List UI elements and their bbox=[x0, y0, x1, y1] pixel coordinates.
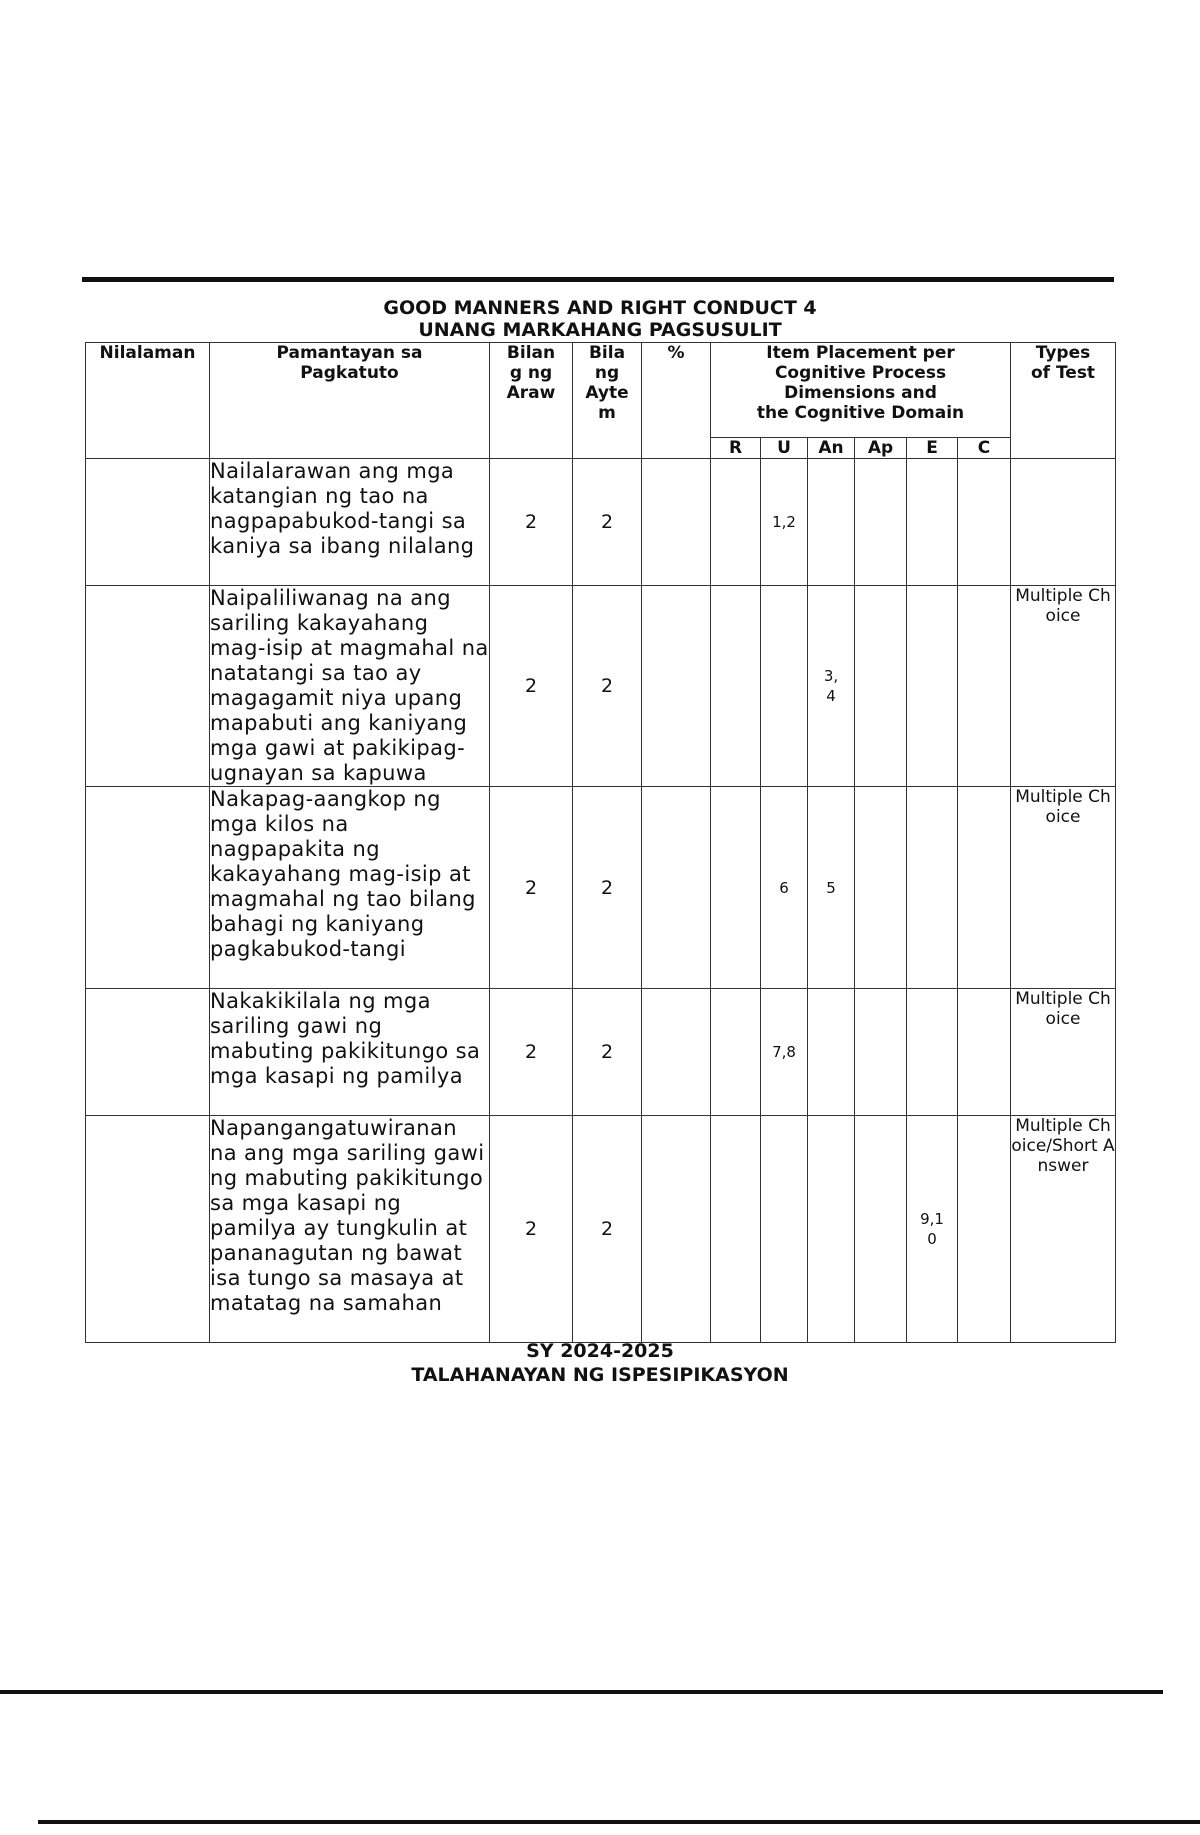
cog-e-cell bbox=[907, 787, 958, 989]
cog-ap-cell bbox=[855, 787, 907, 989]
test-type-cell: Multiple Choice/Short Answer bbox=[1011, 1116, 1116, 1343]
cog-c-cell bbox=[958, 1116, 1011, 1343]
table-row bbox=[86, 459, 1116, 586]
cog-e-cell bbox=[907, 459, 958, 586]
cog-r-cell bbox=[711, 586, 761, 787]
nilalaman-cell bbox=[86, 586, 210, 787]
top-divider-line bbox=[82, 277, 1114, 282]
cog-u-cell bbox=[761, 1116, 808, 1343]
cog-ap-cell bbox=[855, 459, 907, 586]
competency-cell: Naipaliliwanag na ang sariling kakayahang mag-isip at magmahal na natatangi sa tao ay magagamit niya upang mapabuti ang kaniyang mga gawi at pakikipag-ugnayan sa kapuwa bbox=[210, 586, 489, 785]
document-subtitle: UNANG MARKAHANG PAGSUSULIT bbox=[418, 319, 782, 341]
document-title: GOOD MANNERS AND RIGHT CONDUCT 4 bbox=[383, 297, 817, 319]
cog-e-cell bbox=[907, 989, 958, 1116]
table-row bbox=[86, 989, 1116, 1116]
header-item-placement: Item Placement per Cognitive Process Dimensions and the Cognitive Domain bbox=[711, 343, 1011, 438]
cog-ap-cell bbox=[855, 1116, 907, 1343]
cog-an-cell bbox=[808, 989, 855, 1116]
cog-an-cell: 3, 4 bbox=[808, 586, 855, 787]
araw-cell: 2 bbox=[490, 787, 573, 989]
percent-cell bbox=[642, 989, 711, 1116]
header-cog-r: R bbox=[711, 438, 761, 459]
nilalaman-cell bbox=[86, 459, 210, 586]
cog-u-cell bbox=[761, 586, 808, 787]
bottom-divider-line bbox=[38, 1820, 1200, 1824]
araw-cell: 2 bbox=[490, 586, 573, 787]
header-row bbox=[86, 343, 1116, 438]
header-cog-e: E bbox=[907, 438, 958, 459]
header-cog-ap: Ap bbox=[855, 438, 907, 459]
aytem-cell: 2 bbox=[573, 989, 642, 1116]
header-bilang-ng-aytem: Bila ng Ayte m bbox=[573, 343, 642, 459]
cog-c-cell bbox=[958, 586, 1011, 787]
cog-e-cell bbox=[907, 586, 958, 787]
cog-an-cell bbox=[808, 459, 855, 586]
test-type-cell: Multiple Choice bbox=[1011, 586, 1116, 787]
cog-u-cell: 6 bbox=[761, 787, 808, 989]
cog-c-cell bbox=[958, 989, 1011, 1116]
araw-cell: 2 bbox=[490, 1116, 573, 1343]
aytem-cell: 2 bbox=[573, 586, 642, 787]
header-cog-u: U bbox=[761, 438, 808, 459]
aytem-cell: 2 bbox=[573, 1116, 642, 1343]
percent-cell bbox=[642, 1116, 711, 1343]
table-caption: TALAHANAYAN NG ISPESIPIKASYON bbox=[411, 1364, 789, 1386]
competency-cell: Nailalarawan ang mga katangian ng tao na nagpapabukod-tangi sa kaniya sa ibang nilalang bbox=[210, 459, 490, 586]
cog-r-cell bbox=[711, 989, 761, 1116]
araw-cell: 2 bbox=[490, 989, 573, 1116]
percent-cell bbox=[642, 459, 711, 586]
header-cog-an: An bbox=[808, 438, 855, 459]
nilalaman-cell bbox=[86, 787, 210, 989]
cog-an-cell bbox=[808, 1116, 855, 1343]
cog-r-cell bbox=[711, 1116, 761, 1343]
competency-cell: Napangangatuwiranan na ang mga sariling gawi ng mabuting pakikitungo sa mga kasapi ng pamilya ay tungkulin at pananagutan ng bawat isa tungo sa masaya at matatag na samahan bbox=[210, 1116, 490, 1343]
header-nilalaman: Nilalaman bbox=[86, 343, 210, 459]
percent-cell bbox=[642, 586, 711, 787]
cog-an-cell: 5 bbox=[808, 787, 855, 989]
header-types-of-test: Types of Test bbox=[1011, 343, 1116, 459]
school-year-label: SY 2024-2025 bbox=[526, 1340, 674, 1362]
cog-u-cell: 7,8 bbox=[761, 989, 808, 1116]
competency-cell: Nakakikilala ng mga sariling gawi ng mabuting pakikitungo sa mga kasapi ng pamilya bbox=[210, 989, 490, 1116]
header-percent: % bbox=[642, 343, 711, 459]
cog-r-cell bbox=[711, 459, 761, 586]
nilalaman-cell bbox=[86, 1116, 210, 1343]
test-type-cell: Multiple Choice bbox=[1011, 989, 1116, 1116]
test-type-cell: Multiple Choice bbox=[1011, 787, 1116, 989]
cog-ap-cell bbox=[855, 989, 907, 1116]
aytem-cell: 2 bbox=[573, 787, 642, 989]
table-of-specifications bbox=[85, 342, 1116, 1343]
table-row bbox=[86, 586, 1116, 787]
nilalaman-cell bbox=[86, 989, 210, 1116]
cog-r-cell bbox=[711, 787, 761, 989]
middle-divider-line bbox=[0, 1690, 1163, 1694]
competency-cell: Nakapag-aangkop ng mga kilos na nagpapakita ng kakayahang mag-isip at magmahal ng tao bilang bahagi ng kaniyang pagkabukod-tangi bbox=[210, 787, 490, 989]
cog-u-cell: 1,2 bbox=[761, 459, 808, 586]
table-row bbox=[86, 787, 1116, 989]
aytem-cell: 2 bbox=[573, 459, 642, 586]
cog-e-cell: 9,1 0 bbox=[907, 1116, 958, 1343]
cog-ap-cell bbox=[855, 586, 907, 787]
header-pamantayan: Pamantayan sa Pagkatuto bbox=[210, 343, 490, 459]
test-type-cell bbox=[1011, 459, 1116, 586]
header-cog-c: C bbox=[958, 438, 1011, 459]
table-row bbox=[86, 1116, 1116, 1343]
header-bilang-ng-araw: Bilan g ng Araw bbox=[490, 343, 573, 459]
cog-c-cell bbox=[958, 459, 1011, 586]
araw-cell: 2 bbox=[490, 459, 573, 586]
cog-c-cell bbox=[958, 787, 1011, 989]
percent-cell bbox=[642, 787, 711, 989]
